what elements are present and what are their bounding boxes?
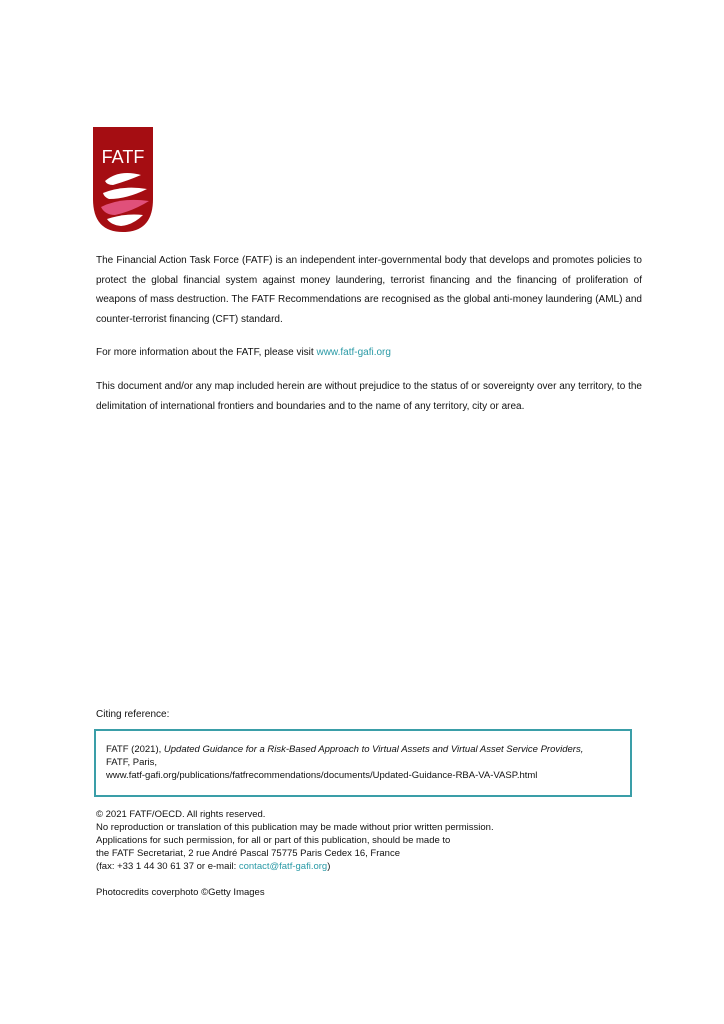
copyright-line-2: No reproduction or translation of this publication may be made without prior written permission. (96, 822, 494, 833)
citation-publisher: FATF, Paris, (106, 757, 158, 768)
citation-text (106, 743, 583, 782)
citation-prefix: FATF (2021), (106, 744, 164, 755)
logo-text: FATF (101, 147, 145, 167)
more-info-line (96, 343, 642, 363)
citation-url: www.fatf-gafi.org/publications/fatfrecommendations/documents/Updated-Guidance-RBA-VA-VASP.html (106, 770, 538, 781)
fax-text: (fax: +33 1 44 30 61 37 or e-mail: (96, 861, 239, 872)
photo-credits: Photocredits coverphoto ©Getty Images (96, 887, 265, 898)
citation-line-1 (106, 743, 583, 756)
citation-title: Updated Guidance for a Risk-Based Approach to Virtual Assets and Virtual Asset Service Providers, (163, 744, 584, 755)
citing-reference-label: Citing reference: (96, 709, 170, 720)
intro-paragraph: The Financial Action Task Force (FATF) is an independent inter-governmental body that develops and promotes policies to protect the global financial system against money laundering, terrorist financing and the financing of proliferation of weapons of mass destruction. The FATF Recommendations are recognised as the global anti-money laundering (AML) and counter-terrorist financing (CFT) standard. (96, 255, 642, 325)
more-info-text: For more information about the FATF, please visit (96, 347, 317, 358)
copyright-line-5 (96, 860, 494, 873)
citation-box (94, 729, 632, 797)
copyright-line-3: Applications for such permission, for all or part of this publication, should be made to (96, 835, 451, 846)
fax-suffix: ) (327, 861, 331, 872)
copyright-line-4: the FATF Secretariat, 2 rue André Pascal 75775 Paris Cedex 16, France (96, 848, 400, 859)
copyright-block (96, 808, 494, 873)
fatf-website-link[interactable]: www.fatf-gafi.org (316, 347, 391, 358)
fatf-logo (93, 127, 153, 232)
contact-email-link[interactable]: contact@fatf-gafi.org (238, 861, 328, 872)
copyright-line-1: © 2021 FATF/OECD. All rights reserved. (96, 809, 266, 820)
disclaimer-paragraph: This document and/or any map included herein are without prejudice to the status of or sovereignty over any territory, to the delimitation of international frontiers and boundaries and to the name of any territory, city or area. (96, 381, 642, 412)
